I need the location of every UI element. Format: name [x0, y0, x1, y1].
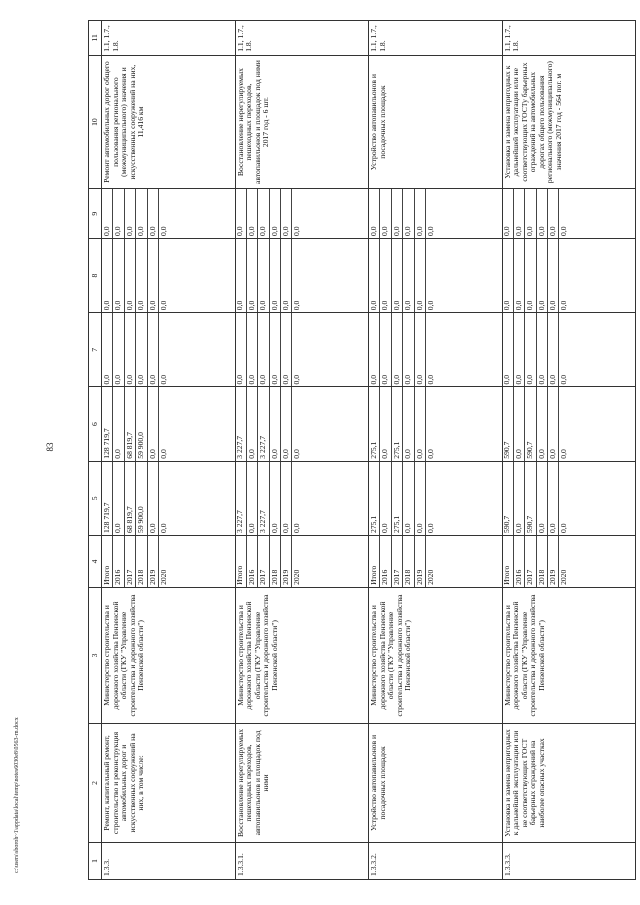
year-label: 2017 — [124, 536, 135, 587]
funding-value: 0,0 — [536, 313, 547, 386]
year-label: 2017 — [258, 536, 269, 587]
year-label: 2016 — [113, 536, 124, 587]
funding-value: 0,0 — [102, 239, 113, 312]
year-label: 2018 — [536, 536, 547, 587]
funding-value: 0,0 — [536, 462, 547, 535]
year-label: 2019 — [414, 536, 425, 587]
funding-value: 0,0 — [559, 449, 569, 459]
table-row — [369, 21, 503, 880]
funding-value: 0,0 — [536, 189, 547, 238]
funding-value: 0,0 — [269, 189, 280, 238]
funding-value: 68 819,7 — [124, 462, 135, 535]
year-label: 2019 — [147, 536, 158, 587]
funding-value: 0,0 — [281, 239, 292, 312]
funding-value: 0,0 — [403, 462, 414, 535]
funding-value: 0,0 — [548, 462, 559, 535]
row-link: 1.1, 1.7., 1.8. — [235, 21, 369, 56]
year-label: 2020 — [559, 569, 569, 585]
funding-value: 0,0 — [425, 523, 435, 533]
funding-value: 0,0 — [136, 189, 147, 238]
funding-value: 0,0 — [113, 189, 124, 238]
year-label: Итого — [236, 536, 247, 587]
funding-value: 0,0 — [246, 313, 257, 386]
funding-value: 0,0 — [258, 313, 269, 386]
funding-value: 0,0 — [113, 387, 124, 460]
year-label: 2019 — [548, 536, 559, 587]
funding-value: 0,0 — [391, 239, 402, 312]
row-funding-col-7 — [235, 313, 369, 387]
funding-value: 0,0 — [269, 313, 280, 386]
funding-value: 0,0 — [269, 387, 280, 460]
funding-value: 0,0 — [548, 313, 559, 386]
row-funding-col-7 — [102, 313, 236, 387]
row-funding-col-9 — [235, 189, 369, 239]
funding-value: 0,0 — [258, 189, 269, 238]
funding-value: 0,0 — [281, 387, 292, 460]
funding-value: 0,0 — [292, 226, 302, 236]
row-funding-col-5 — [102, 461, 236, 535]
year-label: 2016 — [513, 536, 524, 587]
row-funding-col-7 — [369, 313, 503, 387]
row-indicator: Установка и замена непригодных к дальнейшей эксплуатации или не соответствующих ГОСТу барьерных ограждений на автомобильных дорогах общего пользования регионального (межмуниципального) значения 2017 год - 564 пог. м — [502, 55, 636, 189]
funding-value: 0,0 — [124, 313, 135, 386]
funding-value: 0,0 — [136, 313, 147, 386]
funding-value: 0,0 — [269, 239, 280, 312]
funding-value: 59 900,0 — [136, 462, 147, 535]
row-code: 1.3.3. — [102, 842, 236, 879]
funding-value: 0,0 — [281, 189, 292, 238]
funding-value: 0,0 — [414, 387, 425, 460]
year-label: 2020 — [158, 569, 168, 585]
funding-value: 0,0 — [425, 226, 435, 236]
funding-value: 68 819,7 — [124, 387, 135, 460]
funding-value: 0,0 — [513, 313, 524, 386]
table-row — [502, 21, 636, 880]
row-funding-col-6 — [102, 387, 236, 461]
funding-value: 0,0 — [559, 523, 569, 533]
col-header-1: 1 — [89, 842, 102, 879]
row-funding-col-9 — [369, 189, 503, 239]
funding-value: 0,0 — [292, 374, 302, 385]
funding-value: 0,0 — [403, 189, 414, 238]
funding-value: 0,0 — [158, 523, 168, 533]
row-code: 1.3.3.2. — [369, 842, 503, 879]
funding-value: 0,0 — [525, 189, 536, 238]
funding-value: 0,0 — [548, 239, 559, 312]
funding-value: 0,0 — [246, 189, 257, 238]
funding-value: 0,0 — [525, 313, 536, 386]
funding-value: 0,0 — [536, 239, 547, 312]
year-label: 2018 — [403, 536, 414, 587]
funding-value: 3 227,7 — [236, 462, 247, 535]
row-executor: Министерство строительства и дорожного хозяйства Пензенской области (ГКУ "Управление строительства и дорожного хозяйства Пензенской области") — [502, 587, 636, 723]
funding-value: 0,0 — [380, 387, 391, 460]
program-activities-table — [88, 20, 636, 880]
row-activity-name: Установка и замена непригодных к дальнейшей эксплуатации или не соответствующих ГОСТ барьерных ограждений на наиболее опасных участках — [502, 724, 636, 843]
funding-value: 0,0 — [559, 300, 569, 311]
funding-value: 0,0 — [425, 300, 435, 311]
rotated-page-content — [88, 20, 636, 880]
column-number-header-row — [89, 21, 102, 880]
funding-value: 0,0 — [503, 239, 514, 312]
row-activity-name: Ремонт, капитальный ремонт, строительство и реконструкция автомобильных дорог и искусственных сооружений на них, в том числе: — [102, 724, 236, 843]
funding-value: 0,0 — [403, 313, 414, 386]
funding-value: 0,0 — [380, 313, 391, 386]
col-header-2: 2 — [89, 724, 102, 843]
funding-value: 0,0 — [425, 374, 435, 385]
funding-value: 0,0 — [113, 313, 124, 386]
funding-value: 590,7 — [525, 387, 536, 460]
row-funding-col-5 — [235, 461, 369, 535]
funding-value: 0,0 — [414, 462, 425, 535]
funding-value: 0,0 — [513, 462, 524, 535]
funding-value: 0,0 — [113, 239, 124, 312]
table-row — [102, 21, 236, 880]
row-years — [502, 535, 636, 587]
funding-value: 0,0 — [391, 189, 402, 238]
funding-value: 0,0 — [513, 189, 524, 238]
funding-value: 0,0 — [369, 239, 380, 312]
funding-value: 0,0 — [113, 462, 124, 535]
row-funding-col-8 — [369, 238, 503, 312]
row-funding-col-5 — [502, 461, 636, 535]
funding-value: 0,0 — [158, 374, 168, 385]
row-funding-col-8 — [235, 238, 369, 312]
funding-value: 0,0 — [102, 313, 113, 386]
funding-value: 0,0 — [124, 189, 135, 238]
year-label: Итого — [503, 536, 514, 587]
row-executor: Министерство строительства и дорожного хозяйства Пензенской области (ГКУ "Управление строительства и дорожного хозяйства Пензенской области") — [102, 587, 236, 723]
funding-value: 0,0 — [391, 313, 402, 386]
funding-value: 0,0 — [559, 374, 569, 385]
funding-value: 59 900,0 — [136, 387, 147, 460]
funding-value: 0,0 — [147, 313, 158, 386]
funding-value: 0,0 — [102, 189, 113, 238]
year-label: 2018 — [136, 536, 147, 587]
funding-value: 0,0 — [380, 462, 391, 535]
col-header-5: 5 — [89, 461, 102, 535]
row-executor: Министерство строительства и дорожного хозяйства Пензенской области (ГКУ "Управление строительства и дорожного хозяйства Пензенской области") — [369, 587, 503, 723]
funding-value: 0,0 — [403, 387, 414, 460]
year-label: 2018 — [269, 536, 280, 587]
funding-value: 0,0 — [559, 226, 569, 236]
funding-value: 0,0 — [246, 462, 257, 535]
funding-value: 0,0 — [158, 300, 168, 311]
row-years — [102, 535, 236, 587]
funding-value: 0,0 — [269, 462, 280, 535]
funding-value: 0,0 — [513, 239, 524, 312]
year-label: 2020 — [292, 569, 302, 585]
funding-value: 0,0 — [425, 449, 435, 459]
year-label: Итого — [102, 536, 113, 587]
funding-value: 275,1 — [369, 387, 380, 460]
footer-file-path: c:\users\sboroh~1\appdata\local\temp\notes6030e8\0563-rn.docx — [14, 717, 20, 873]
page-number: 83 — [45, 442, 55, 452]
row-link: 1.1, 1.7., 1.8. — [102, 21, 236, 56]
col-header-6: 6 — [89, 387, 102, 461]
col-header-11: 11 — [89, 21, 102, 56]
row-executor: Министерство строительства и дорожного хозяйства Пензенской области (ГКУ "Управление строительства и дорожного хозяйства Пензенской области") — [235, 587, 369, 723]
funding-value: 3 227,7 — [236, 387, 247, 460]
funding-value: 0,0 — [548, 189, 559, 238]
table-row — [235, 21, 369, 880]
col-header-3: 3 — [89, 587, 102, 723]
funding-value: 3 227,7 — [258, 462, 269, 535]
funding-value: 590,7 — [503, 387, 514, 460]
row-funding-col-9 — [502, 189, 636, 239]
row-funding-col-6 — [369, 387, 503, 461]
funding-value: 275,1 — [391, 387, 402, 460]
funding-value: 0,0 — [380, 239, 391, 312]
funding-value: 0,0 — [525, 239, 536, 312]
funding-value: 3 227,7 — [258, 387, 269, 460]
funding-value: 0,0 — [414, 313, 425, 386]
funding-value: 0,0 — [292, 300, 302, 311]
row-activity-name: Устройство автопавильонов и посадочных площадок — [369, 724, 503, 843]
funding-value: 0,0 — [414, 239, 425, 312]
year-label: 2020 — [425, 569, 435, 585]
funding-value: 0,0 — [236, 313, 247, 386]
funding-value: 0,0 — [236, 189, 247, 238]
year-label: Итого — [369, 536, 380, 587]
row-indicator: Восстановление нерегулируемых пешеходных переходов, автопавильонов и площадок под ними 2017 год - 6 шт. — [235, 55, 369, 189]
funding-value: 0,0 — [158, 449, 168, 459]
row-link: 1.1, 1.7., 1.8. — [369, 21, 503, 56]
funding-value: 0,0 — [503, 313, 514, 386]
funding-value: 0,0 — [281, 462, 292, 535]
funding-value: 0,0 — [246, 239, 257, 312]
funding-value: 0,0 — [414, 189, 425, 238]
funding-value: 0,0 — [158, 226, 168, 236]
row-years — [369, 535, 503, 587]
funding-value: 0,0 — [147, 239, 158, 312]
funding-value: 0,0 — [403, 239, 414, 312]
row-funding-col-6 — [502, 387, 636, 461]
funding-value: 590,7 — [503, 462, 514, 535]
year-label: 2019 — [281, 536, 292, 587]
col-header-8: 8 — [89, 238, 102, 312]
funding-value: 0,0 — [124, 239, 135, 312]
funding-value: 590,7 — [525, 462, 536, 535]
year-label: 2017 — [391, 536, 402, 587]
funding-value: 0,0 — [147, 462, 158, 535]
row-funding-col-8 — [502, 238, 636, 312]
funding-value: 0,0 — [503, 189, 514, 238]
funding-value: 0,0 — [380, 189, 391, 238]
funding-value: 0,0 — [536, 387, 547, 460]
funding-value: 275,1 — [391, 462, 402, 535]
row-activity-name: Восстановление нерегулируемых пешеходных переходов, автопавильонов и площадок под ними — [235, 724, 369, 843]
row-funding-col-9 — [102, 189, 236, 239]
year-label: 2017 — [525, 536, 536, 587]
row-code: 1.3.3.1. — [235, 842, 369, 879]
funding-value: 0,0 — [147, 189, 158, 238]
row-code: 1.3.3.3. — [502, 842, 636, 879]
row-indicator: Ремонт автомобильных дорог общего пользования регионального (межмуниципального) значения и искусственных сооружений на них, 11,416 км — [102, 55, 236, 189]
col-header-9: 9 — [89, 189, 102, 239]
row-funding-col-8 — [102, 238, 236, 312]
funding-value: 0,0 — [369, 189, 380, 238]
funding-value: 0,0 — [548, 387, 559, 460]
year-label: 2016 — [380, 536, 391, 587]
row-funding-col-7 — [502, 313, 636, 387]
funding-value: 0,0 — [147, 387, 158, 460]
funding-value: 0,0 — [258, 239, 269, 312]
col-header-4: 4 — [89, 535, 102, 587]
funding-value: 0,0 — [369, 313, 380, 386]
funding-value: 0,0 — [136, 239, 147, 312]
row-indicator: Устройство автопавильонов и посадочных площадок — [369, 55, 503, 189]
funding-value: 128 719,7 — [102, 462, 113, 535]
funding-value: 0,0 — [281, 313, 292, 386]
funding-value: 0,0 — [513, 387, 524, 460]
row-link: 1.1, 1.7., 1.8. — [502, 21, 636, 56]
funding-value: 0,0 — [292, 523, 302, 533]
col-header-7: 7 — [89, 313, 102, 387]
row-funding-col-6 — [235, 387, 369, 461]
row-years — [235, 535, 369, 587]
funding-value: 0,0 — [292, 449, 302, 459]
year-label: 2016 — [246, 536, 257, 587]
funding-value: 275,1 — [369, 462, 380, 535]
funding-value: 128 719,7 — [102, 387, 113, 460]
row-funding-col-5 — [369, 461, 503, 535]
funding-value: 0,0 — [246, 387, 257, 460]
funding-value: 0,0 — [236, 239, 247, 312]
col-header-10: 10 — [89, 55, 102, 189]
